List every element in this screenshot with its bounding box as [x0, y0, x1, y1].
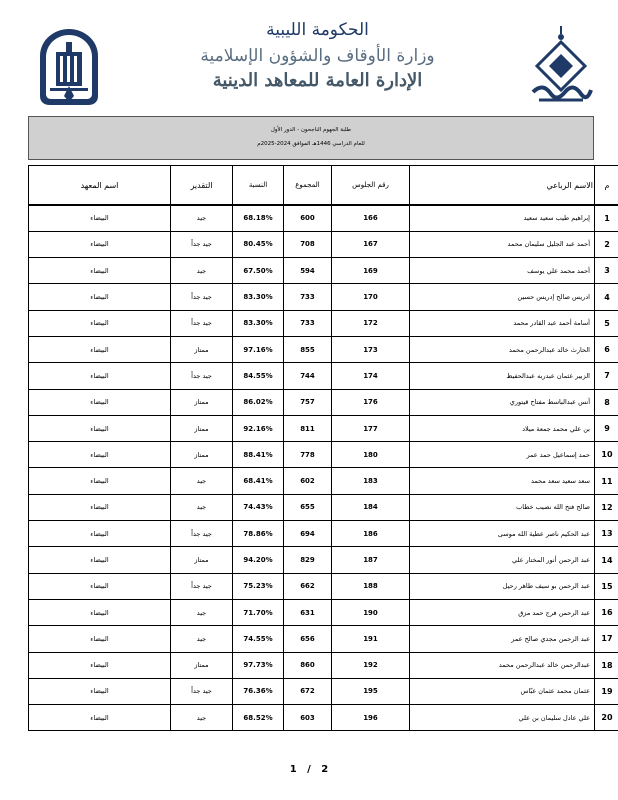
total-score: 855: [284, 336, 332, 362]
percentage: 68.18%: [233, 205, 284, 231]
header-name: الاسم الرباعي: [410, 166, 595, 206]
table-row: [29, 205, 618, 231]
student-name: الزبير عثمان عبدربه عبدالحفيظ: [410, 363, 595, 389]
grade: جيد جداً: [171, 231, 233, 257]
table-row: [29, 521, 618, 547]
page-header: [0, 0, 618, 112]
grade: جيد جداً: [171, 678, 233, 704]
row-number: 3: [595, 258, 618, 284]
total-score: 694: [284, 521, 332, 547]
total-score: 733: [284, 284, 332, 310]
grade: جيد جداً: [171, 521, 233, 547]
table-row: [29, 573, 618, 599]
percentage: 86.02%: [233, 389, 284, 415]
total-pages: 2: [321, 764, 329, 775]
total-score: 811: [284, 415, 332, 441]
institute-name: البيضاء: [29, 652, 171, 678]
grade: ممتاز: [171, 442, 233, 468]
student-name: حمد إسماعيل حمد عمر: [410, 442, 595, 468]
seat-number: 188: [332, 573, 410, 599]
awqaf-calligraphy-logo-icon: [525, 22, 597, 108]
grade: جيد: [171, 599, 233, 625]
row-number: 6: [595, 336, 618, 362]
seat-number: 183: [332, 468, 410, 494]
total-score: 603: [284, 705, 332, 731]
percentage: 74.55%: [233, 626, 284, 652]
grade: جيد: [171, 626, 233, 652]
institute-name: البيضاء: [29, 547, 171, 573]
current-page: 1: [289, 764, 297, 775]
institute-name: البيضاء: [29, 389, 171, 415]
seat-number: 169: [332, 258, 410, 284]
header-grade: التقدير: [171, 166, 233, 206]
seat-number: 176: [332, 389, 410, 415]
header-titles: [150, 18, 485, 91]
table-row: [29, 494, 618, 520]
percentage: 78.86%: [233, 521, 284, 547]
total-score: 594: [284, 258, 332, 284]
page-number: [0, 764, 618, 775]
institute-name: البيضاء: [29, 231, 171, 257]
student-name: أحمد عبد الجليل سليمان محمد: [410, 231, 595, 257]
seat-number: 191: [332, 626, 410, 652]
grade: ممتاز: [171, 389, 233, 415]
seat-number: 180: [332, 442, 410, 468]
institute-name: البيضاء: [29, 573, 171, 599]
institute-name: البيضاء: [29, 442, 171, 468]
row-number: 12: [595, 494, 618, 520]
seat-number: 190: [332, 599, 410, 625]
government-title: الحكومة الليبية: [266, 20, 369, 40]
total-score: 631: [284, 599, 332, 625]
seat-number: 177: [332, 415, 410, 441]
student-name: سعد سعيد سعد محمد: [410, 468, 595, 494]
table-row: [29, 284, 618, 310]
percentage: 67.50%: [233, 258, 284, 284]
total-score: 778: [284, 442, 332, 468]
institute-name: البيضاء: [29, 310, 171, 336]
student-name: علي عادل سليمان بن علي: [410, 705, 595, 731]
percentage: 97.16%: [233, 336, 284, 362]
student-name: بن علي محمد جمعة ميلاد: [410, 415, 595, 441]
row-number: 14: [595, 547, 618, 573]
percentage: 71.70%: [233, 599, 284, 625]
student-name: أسامة أحمد عبد القادر محمد: [410, 310, 595, 336]
student-name: عبد الحكيم ناصر عطية الله موسى: [410, 521, 595, 547]
institute-name: البيضاء: [29, 521, 171, 547]
student-name: عبدالرحمن خالد عبدالرحمن محمد: [410, 652, 595, 678]
table-row: [29, 310, 618, 336]
student-name: إبراهيم طيب سعيد سعيد: [410, 205, 595, 231]
report-info-box: [28, 116, 594, 160]
student-name: ادريس صالح إدريس حسين: [410, 284, 595, 310]
seat-number: 166: [332, 205, 410, 231]
percentage: 75.23%: [233, 573, 284, 599]
percentage: 88.41%: [233, 442, 284, 468]
table-row: [29, 626, 618, 652]
table-header-row: [29, 166, 618, 206]
grade: جيد جداً: [171, 284, 233, 310]
institute-name: البيضاء: [29, 599, 171, 625]
seat-number: 172: [332, 310, 410, 336]
grade: جيد: [171, 205, 233, 231]
total-score: 744: [284, 363, 332, 389]
header-institute: اسم المعهد: [29, 166, 171, 206]
row-number: 2: [595, 231, 618, 257]
table-row: [29, 442, 618, 468]
percentage: 80.45%: [233, 231, 284, 257]
academic-year: للعام الدراسي 1446هـ الموافق 2024-2025م: [257, 141, 365, 147]
student-name: عثمان محمد عثمان عبّاس: [410, 678, 595, 704]
row-number: 10: [595, 442, 618, 468]
row-number: 16: [595, 599, 618, 625]
table-row: [29, 415, 618, 441]
seat-number: 186: [332, 521, 410, 547]
row-number: 19: [595, 678, 618, 704]
grade: جيد: [171, 705, 233, 731]
row-number: 20: [595, 705, 618, 731]
header-percentage: النسبة: [233, 166, 284, 206]
institute-name: البيضاء: [29, 494, 171, 520]
seat-number: 184: [332, 494, 410, 520]
total-score: 672: [284, 678, 332, 704]
table-row: [29, 363, 618, 389]
student-name: عبد الرحمن بو سيف طاهر رحيل: [410, 573, 595, 599]
grade: جيد جداً: [171, 363, 233, 389]
grade: جيد جداً: [171, 310, 233, 336]
percentage: 76.36%: [233, 678, 284, 704]
total-score: 757: [284, 389, 332, 415]
seat-number: 174: [332, 363, 410, 389]
percentage: 83.30%: [233, 284, 284, 310]
total-score: 829: [284, 547, 332, 573]
institute-name: البيضاء: [29, 284, 171, 310]
row-number: 15: [595, 573, 618, 599]
row-number: 5: [595, 310, 618, 336]
seat-number: 192: [332, 652, 410, 678]
header-num: م: [595, 166, 618, 206]
student-name: عبد الرحمن مجدي صالح عمر: [410, 626, 595, 652]
total-score: 733: [284, 310, 332, 336]
student-name: الحارث خالد عبدالرحمن محمد: [410, 336, 595, 362]
institute-name: البيضاء: [29, 258, 171, 284]
ministry-title: وزارة الأوقاف والشؤون الإسلامية: [200, 46, 435, 66]
total-score: 655: [284, 494, 332, 520]
grade: جيد جداً: [171, 573, 233, 599]
results-table: [28, 165, 618, 731]
total-score: 662: [284, 573, 332, 599]
table-row: [29, 652, 618, 678]
percentage: 83.30%: [233, 310, 284, 336]
seat-number: 170: [332, 284, 410, 310]
institute-name: البيضاء: [29, 468, 171, 494]
seat-number: 187: [332, 547, 410, 573]
report-title: طلبة الجهوم الناجحون - الدور الأول: [270, 127, 352, 133]
row-number: 9: [595, 415, 618, 441]
row-number: 4: [595, 284, 618, 310]
table-row: [29, 547, 618, 573]
header-total: المجموع: [284, 166, 332, 206]
grade: جيد: [171, 468, 233, 494]
total-score: 656: [284, 626, 332, 652]
percentage: 68.41%: [233, 468, 284, 494]
row-number: 13: [595, 521, 618, 547]
seat-number: 196: [332, 705, 410, 731]
seat-number: 173: [332, 336, 410, 362]
percentage: 74.43%: [233, 494, 284, 520]
percentage: 97.73%: [233, 652, 284, 678]
student-name: عبد الرحمن فرج حمد مزق: [410, 599, 595, 625]
table-row: [29, 389, 618, 415]
total-score: 602: [284, 468, 332, 494]
student-name: عبد الرحمن أنور المختار علي: [410, 547, 595, 573]
student-name: أنس عبدالباسط مفتاح قيتوري: [410, 389, 595, 415]
row-number: 17: [595, 626, 618, 652]
percentage: 84.55%: [233, 363, 284, 389]
grade: ممتاز: [171, 652, 233, 678]
percentage: 68.52%: [233, 705, 284, 731]
total-score: 860: [284, 652, 332, 678]
institute-name: البيضاء: [29, 205, 171, 231]
row-number: 18: [595, 652, 618, 678]
grade: جيد: [171, 258, 233, 284]
table-row: [29, 258, 618, 284]
grade: جيد: [171, 494, 233, 520]
grade: ممتاز: [171, 415, 233, 441]
mosque-pen-emblem-icon: [34, 26, 104, 108]
row-number: 8: [595, 389, 618, 415]
institute-name: البيضاء: [29, 415, 171, 441]
total-score: 708: [284, 231, 332, 257]
row-number: 7: [595, 363, 618, 389]
table-row: [29, 231, 618, 257]
seat-number: 195: [332, 678, 410, 704]
student-name: صالح فتح الله نصيب خطاب: [410, 494, 595, 520]
table-row: [29, 468, 618, 494]
total-score: 600: [284, 205, 332, 231]
grade: ممتاز: [171, 336, 233, 362]
institute-name: البيضاء: [29, 705, 171, 731]
percentage: 92.16%: [233, 415, 284, 441]
row-number: 11: [595, 468, 618, 494]
table-row: [29, 705, 618, 731]
institute-name: البيضاء: [29, 363, 171, 389]
table-row: [29, 599, 618, 625]
table-row: [29, 336, 618, 362]
student-name: أحمد محمد علي يوسف: [410, 258, 595, 284]
grade: ممتاز: [171, 547, 233, 573]
row-number: 1: [595, 205, 618, 231]
header-seat: رقم الجلوس: [332, 166, 410, 206]
institute-name: البيضاء: [29, 336, 171, 362]
table-row: [29, 678, 618, 704]
seat-number: 167: [332, 231, 410, 257]
page-separator: /: [307, 764, 311, 775]
institute-name: البيضاء: [29, 678, 171, 704]
percentage: 94.20%: [233, 547, 284, 573]
institute-name: البيضاء: [29, 626, 171, 652]
administration-title: الإدارة العامة للمعاهد الدينية: [212, 70, 423, 91]
